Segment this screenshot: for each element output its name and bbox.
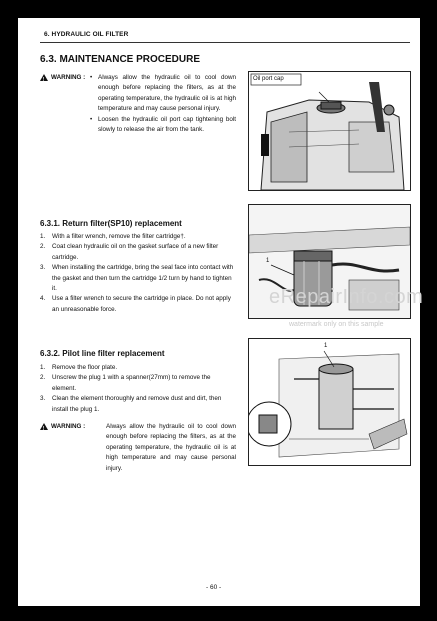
section-6-3-2-title: 6.3.2. Pilot line filter replacement — [40, 349, 165, 358]
oil-port-cap-label: Oil port cap — [253, 76, 284, 82]
figure-pilot-filter — [248, 338, 411, 466]
warning-triangle-icon — [40, 423, 48, 430]
watermark-sub: watermark only on this sample — [289, 321, 384, 328]
return-filter-callout: 1 — [266, 258, 270, 264]
manual-page — [18, 18, 424, 606]
section-6-3-1-title: 6.3.1. Return filter(SP10) replacement — [40, 219, 182, 228]
warning-1-bullet-2: • Loosen the hydraulic oil port cap tightening bolt slowly to release the air from the tank. — [90, 115, 236, 134]
section-header: 6. HYDRAULIC OIL FILTER — [44, 31, 129, 38]
warning-1-bullet-1: • Always allow the hydraulic oil to cool down enough before replacing the filters, as at the operating temperature, the hydraulic oil is at high temperature and may cause personal injury. — [90, 74, 236, 113]
figure-oil-port-cap — [248, 71, 411, 191]
pilot-filter-steps — [40, 363, 236, 415]
list-item: 3. When installing the cartridge, bring the seal face into contact with the gasket and then turn the cartridge 1/2 turn by hand to tighten it. — [40, 264, 234, 293]
warning-2-text: Always allow the hydraulic oil to cool down enough before replacing the filters, as at the operating temperature, the hydraulic oil is at high temperature and may cause personal injury. — [106, 423, 236, 472]
list-item: 3. Clean the element thoroughly and remove dust and dirt, then install the plug 1. — [40, 395, 222, 413]
warning-label-2: ! WARNING : — [40, 422, 106, 474]
return-filter-steps — [40, 232, 238, 315]
warning-label-1: ! WARNING : — [40, 73, 90, 135]
list-item: 1. Remove the floor plate. — [40, 364, 118, 371]
warning-block-2 — [40, 422, 236, 474]
pilot-filter-illustration — [249, 339, 410, 465]
pilot-filter-callout: 1 — [324, 343, 328, 349]
list-item: 2. Unscrew the plug 1 with a spanner(27mm) to remove the element. — [40, 374, 211, 392]
tank-illustration — [249, 72, 410, 190]
header-rule — [40, 42, 410, 43]
watermark-main: eRepairInfo.com — [269, 286, 424, 308]
warning-block-1 — [40, 73, 236, 135]
list-item: 2. Coat clean hydraulic oil on the gasket surface of a new filter cartridge. — [40, 243, 219, 261]
list-item: 1. With a filter wrench, remove the filter cartridge†. — [40, 233, 186, 240]
page-title: 6.3. MAINTENANCE PROCEDURE — [40, 54, 201, 65]
list-item: 4. Use a filter wrench to secure the cartridge in place. Do not apply an unreasonable force. — [40, 295, 231, 313]
warning-triangle-icon — [40, 74, 48, 81]
page-number: - 60 - — [206, 584, 222, 591]
